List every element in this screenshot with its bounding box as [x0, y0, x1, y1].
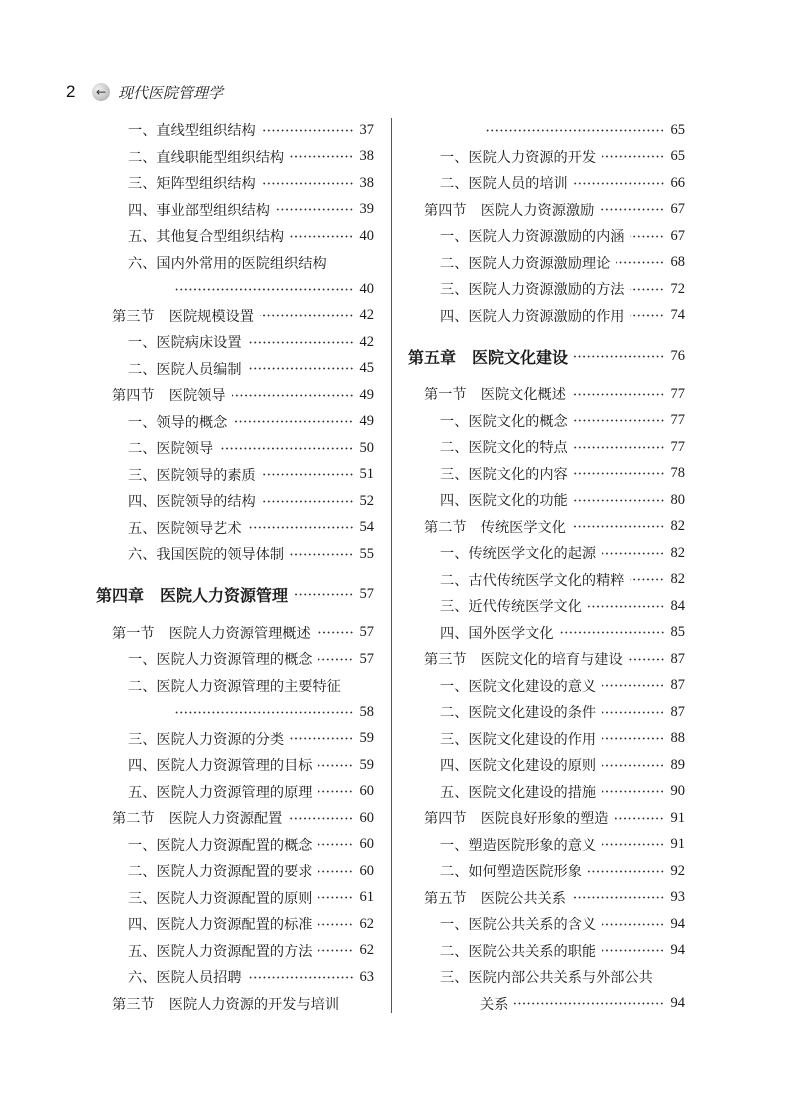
dot-leader — [616, 261, 664, 264]
toc-page-number: 63 — [359, 968, 374, 985]
toc-item-entry — [408, 567, 685, 594]
toc-section-entry — [408, 197, 685, 224]
toc-page-number: 67 — [670, 227, 685, 244]
toc-entry-label: 第一节 医院文化概述 — [424, 387, 566, 404]
toc-entry-label: 二、医院人力资源管理的主要特征 — [128, 678, 341, 695]
toc-page-number: 57 — [359, 650, 374, 667]
toc-item-entry — [408, 250, 685, 277]
toc-page-number: 82 — [670, 518, 685, 535]
toc-section-entry — [408, 646, 685, 673]
dot-leader — [262, 129, 354, 132]
toc-page-number: 77 — [670, 438, 685, 455]
dot-leader — [318, 896, 353, 899]
toc-item-entry — [408, 911, 685, 938]
toc-item-entry — [96, 779, 374, 806]
toc-entry-label: 四、医院人力资源管理的目标 — [128, 758, 313, 775]
toc-page-number: 77 — [670, 385, 685, 402]
toc-page-number: 61 — [359, 889, 374, 906]
toc-entry-label: 三、医院内部公共关系与外部公共 — [440, 970, 653, 987]
dot-leader — [288, 817, 353, 820]
dot-leader — [262, 473, 354, 476]
toc-page-number: 42 — [359, 307, 374, 324]
toc-page-number: 65 — [670, 121, 685, 138]
dot-leader — [262, 500, 354, 503]
dot-leader — [602, 790, 664, 793]
toc-item-entry — [96, 726, 374, 753]
toc-page-number: 57 — [359, 586, 374, 602]
toc-page-number: 54 — [359, 519, 374, 536]
toc-entry-label: 第二节 医院人力资源配置 — [112, 811, 283, 828]
toc-item-entry — [408, 991, 685, 1018]
toc-entry-label: 三、医院人力资源的分类 — [128, 731, 285, 748]
toc-item-entry — [408, 276, 685, 303]
dot-leader — [233, 420, 353, 423]
toc-entry-label: 三、医院领导的素质 — [128, 467, 256, 484]
toc-entry-label: 四、医院人力资源激励的作用 — [440, 308, 625, 325]
dot-leader — [572, 896, 665, 899]
toc-item-entry — [408, 699, 685, 726]
dot-leader — [602, 552, 664, 555]
dot-leader — [248, 341, 354, 344]
toc-entry-label: 三、矩阵型组织结构 — [128, 176, 256, 193]
dot-leader — [602, 684, 664, 687]
toc-item-entry — [408, 593, 685, 620]
toc-item-entry — [408, 303, 685, 330]
toc-entry-label: 四、医院人力资源配置的标准 — [128, 917, 313, 934]
toc-entry-label: 六、国内外常用的医院组织结构 — [128, 255, 327, 272]
toc-entry-label: 五、医院人力资源配置的方法 — [128, 943, 313, 960]
toc-page-number: 89 — [670, 756, 685, 773]
dot-leader — [174, 711, 354, 714]
toc-page-number: 50 — [359, 439, 374, 456]
toc-entry-label: 三、医院人力资源激励的方法 — [440, 282, 625, 299]
toc-entry-label: 四、医院文化建设的原则 — [440, 758, 597, 775]
toc-entry-label: 五、医院领导艺术 — [128, 520, 242, 537]
toc-item-entry — [96, 673, 374, 700]
toc-item-entry — [96, 488, 374, 515]
toc-page-number: 40 — [359, 227, 374, 244]
toc-item-entry — [408, 117, 685, 144]
toc-entry-label: 第一节 医院人力资源管理概述 — [112, 625, 311, 642]
dot-leader — [514, 1002, 664, 1005]
dot-leader — [574, 446, 665, 449]
toc-entry-label: 一、医院人力资源激励的内涵 — [440, 229, 625, 246]
toc-page-number: 82 — [670, 544, 685, 561]
toc-page-number: 60 — [359, 836, 374, 853]
toc-entry-label: 关系 — [480, 996, 509, 1013]
toc-entry-label: 一、医院人力资源的开发 — [440, 149, 597, 166]
toc-page-number: 51 — [359, 466, 374, 483]
toc-entry-label: 第三节 医院规模设置 — [112, 308, 254, 325]
toc-entry-label: 三、医院人力资源配置的原则 — [128, 890, 313, 907]
dot-leader — [588, 870, 665, 873]
toc-entry-label: 第二节 传统医学文化 — [424, 519, 566, 536]
toc-entry-label: 四、国外医学文化 — [440, 625, 554, 642]
toc-page-number: 59 — [359, 756, 374, 773]
arrow-left-icon: ← — [92, 83, 110, 101]
toc-entry-label: 一、传统医学文化的起源 — [440, 546, 597, 563]
toc-page-number: 84 — [670, 597, 685, 614]
toc-page-number: 80 — [670, 491, 685, 508]
toc-item-entry — [408, 832, 685, 859]
dot-leader — [602, 711, 664, 714]
dot-leader — [574, 182, 665, 185]
toc-entry-label: 一、医院病床设置 — [128, 335, 242, 352]
toc-item-entry — [96, 276, 374, 303]
toc-item-entry — [96, 699, 374, 726]
toc-right-column — [408, 117, 685, 1017]
toc-section-entry — [96, 620, 374, 647]
toc-item-entry — [408, 223, 685, 250]
toc-entry-label: 二、医院人力资源配置的要求 — [128, 864, 313, 881]
toc-page-number: 76 — [670, 347, 685, 364]
toc-section-entry — [96, 382, 374, 409]
dot-leader — [219, 447, 353, 450]
dot-leader — [318, 790, 353, 793]
toc-page-number: 60 — [359, 783, 374, 800]
toc-entry-label: 二、医院文化的特点 — [440, 440, 568, 457]
dot-leader — [318, 764, 353, 767]
dot-leader — [248, 367, 354, 370]
dot-leader — [574, 472, 665, 475]
dot-leader — [602, 949, 664, 952]
dot-leader — [602, 155, 664, 158]
toc-entry-label: 第四节 医院人力资源激励 — [424, 202, 595, 219]
toc-entry-label: 第三节 医院文化的培育与建设 — [424, 652, 623, 669]
toc-entry-label: 一、直线型组织结构 — [128, 123, 256, 140]
dot-leader — [600, 208, 664, 211]
toc-entry-label: 一、领导的概念 — [128, 414, 228, 431]
toc-page-number: 38 — [359, 174, 374, 191]
toc-section-entry — [408, 885, 685, 912]
dot-leader — [232, 394, 354, 397]
toc-item-entry — [96, 858, 374, 885]
toc-entry-label: 一、医院文化的概念 — [440, 413, 568, 430]
toc-page-number: 74 — [670, 307, 685, 324]
toc-page-number: 62 — [359, 915, 374, 932]
dot-leader — [290, 155, 353, 158]
toc-page-number: 78 — [670, 465, 685, 482]
toc-entry-label: 四、医院文化的功能 — [440, 493, 568, 510]
dot-leader — [560, 631, 665, 634]
toc-entry-label: 二、医院人力资源激励理论 — [440, 255, 611, 272]
dot-leader — [574, 355, 664, 358]
toc-item-entry — [96, 752, 374, 779]
toc-entry-label: 二、医院文化建设的条件 — [440, 705, 597, 722]
toc-section-entry — [96, 303, 374, 330]
toc-page-number: 87 — [670, 650, 685, 667]
toc-item-entry — [96, 646, 374, 673]
toc-page-number: 49 — [359, 413, 374, 430]
toc-item-entry — [408, 170, 685, 197]
toc-item-entry — [96, 409, 374, 436]
toc-page-number: 62 — [359, 942, 374, 959]
dot-leader — [630, 288, 664, 291]
toc-entry-label: 三、医院文化的内容 — [440, 466, 568, 483]
toc-entry-label: 第四章 医院人力资源管理 — [96, 586, 289, 605]
toc-page-number: 38 — [359, 148, 374, 165]
toc-page-number: 39 — [359, 201, 374, 218]
toc-item-entry — [96, 356, 374, 383]
toc-item-entry — [408, 964, 685, 991]
toc-chapter-entry — [96, 580, 374, 610]
toc-page-number: 52 — [359, 492, 374, 509]
toc-item-entry — [96, 250, 374, 277]
dot-leader — [290, 553, 353, 556]
dot-leader — [248, 526, 354, 529]
toc-page-number: 66 — [670, 174, 685, 191]
toc-entry-label: 四、事业部型组织结构 — [128, 202, 270, 219]
column-divider — [391, 118, 392, 1013]
toc-page-number: 92 — [670, 862, 685, 879]
toc-entry-label: 二、直线职能型组织结构 — [128, 149, 285, 166]
toc-page-number: 94 — [670, 915, 685, 932]
toc-page-number: 87 — [670, 703, 685, 720]
toc-item-entry — [96, 170, 374, 197]
dot-leader — [602, 843, 664, 846]
dot-leader — [588, 605, 665, 608]
dot-leader — [614, 817, 664, 820]
toc-item-entry — [408, 858, 685, 885]
toc-entry-label: 二、古代传统医学文化的精粹 — [440, 572, 625, 589]
dot-leader — [318, 923, 353, 926]
toc-entry-label: 五、医院文化建设的措施 — [440, 784, 597, 801]
toc-item-entry — [96, 515, 374, 542]
toc-page-number: 72 — [670, 280, 685, 297]
dot-leader — [276, 208, 354, 211]
toc-entry-label: 六、我国医院的领导体制 — [128, 547, 285, 564]
toc-item-entry — [96, 462, 374, 489]
dot-leader — [602, 737, 664, 740]
dot-leader — [318, 658, 353, 661]
toc-page-number: 91 — [670, 809, 685, 826]
toc-page-number: 88 — [670, 730, 685, 747]
toc-page-number: 93 — [670, 889, 685, 906]
toc-item-entry — [96, 329, 374, 356]
toc-page-number: 85 — [670, 624, 685, 641]
dot-leader — [290, 737, 353, 740]
toc-page-number: 59 — [359, 730, 374, 747]
toc-item-entry — [96, 197, 374, 224]
toc-page-number: 55 — [359, 545, 374, 562]
dot-leader — [260, 314, 354, 317]
dot-leader — [294, 593, 353, 596]
dot-leader — [602, 923, 664, 926]
toc-item-entry — [408, 620, 685, 647]
toc-page-number: 60 — [359, 809, 374, 826]
toc-item-entry — [96, 541, 374, 568]
toc-entry-label: 一、医院人力资源配置的概念 — [128, 837, 313, 854]
toc-item-entry — [96, 964, 374, 991]
toc-entry-label: 二、医院人员的培训 — [440, 176, 568, 193]
toc-entry-label: 第四节 医院良好形象的塑造 — [424, 811, 609, 828]
toc-section-entry — [96, 805, 374, 832]
toc-item-entry — [408, 144, 685, 171]
toc-entry-label: 第五章 医院文化建设 — [408, 347, 569, 367]
dot-leader — [262, 182, 354, 185]
toc-section-entry — [408, 805, 685, 832]
toc-entry-label: 第五节 医院公共关系 — [424, 890, 566, 907]
toc-entry-label: 二、医院公共关系的职能 — [440, 943, 597, 960]
toc-item-entry — [96, 144, 374, 171]
dot-leader — [572, 525, 665, 528]
dot-leader — [290, 235, 353, 238]
toc-item-entry — [96, 832, 374, 859]
dot-leader — [602, 764, 664, 767]
toc-item-entry — [96, 223, 374, 250]
toc-item-entry — [96, 938, 374, 965]
toc-left-column — [96, 117, 374, 1017]
toc-entry-label: 三、医院文化建设的作用 — [440, 731, 597, 748]
toc-entry-label: 第三节 医院人力资源的开发与培训 — [112, 996, 340, 1013]
toc-item-entry — [408, 434, 685, 461]
dot-leader — [174, 288, 354, 291]
toc-page-number: 58 — [359, 703, 374, 720]
dot-leader — [630, 578, 664, 581]
toc-item-entry — [408, 938, 685, 965]
toc-entry-label: 一、医院公共关系的含义 — [440, 917, 597, 934]
toc-entry-label: 五、医院人力资源管理的原理 — [128, 784, 313, 801]
dot-leader — [486, 129, 665, 132]
dot-leader — [630, 235, 664, 238]
toc-section-entry — [408, 514, 685, 541]
toc-entry-label: 六、医院人员招聘 — [128, 970, 242, 987]
toc-item-entry — [408, 673, 685, 700]
toc-page-number: 94 — [670, 942, 685, 959]
toc-entry-label: 二、医院领导 — [128, 441, 214, 458]
dot-leader — [318, 843, 353, 846]
dot-leader — [574, 499, 665, 502]
toc-entry-label: 二、医院人员编制 — [128, 361, 242, 378]
running-header — [66, 80, 223, 104]
toc-section-entry — [96, 991, 374, 1018]
toc-item-entry — [408, 487, 685, 514]
toc-page-number: 87 — [670, 677, 685, 694]
dot-leader — [574, 419, 665, 422]
page-number: 2 — [66, 82, 76, 101]
toc-item-entry — [408, 726, 685, 753]
toc-entry-label: 一、医院文化建设的意义 — [440, 678, 597, 695]
dot-leader — [630, 314, 664, 317]
toc-item-entry — [96, 911, 374, 938]
toc-page-number: 82 — [670, 571, 685, 588]
toc-page-number: 60 — [359, 862, 374, 879]
dot-leader — [318, 949, 353, 952]
toc-entry-label: 一、塑造医院形象的意义 — [440, 837, 597, 854]
toc-page-number: 49 — [359, 386, 374, 403]
toc-page-number: 45 — [359, 360, 374, 377]
toc-item-entry — [96, 117, 374, 144]
toc-item-entry — [408, 779, 685, 806]
toc-entry-label: 三、近代传统医学文化 — [440, 599, 582, 616]
toc-section-entry — [408, 381, 685, 408]
dot-leader — [572, 393, 665, 396]
toc-item-entry — [408, 752, 685, 779]
dot-leader — [318, 870, 353, 873]
toc-entry-label: 五、其他复合型组织结构 — [128, 229, 285, 246]
dot-leader — [629, 658, 665, 661]
dot-leader — [317, 631, 354, 634]
toc-page-number: 57 — [359, 624, 374, 641]
toc-page-number: 91 — [670, 836, 685, 853]
toc-page-number: 90 — [670, 783, 685, 800]
toc-chapter-entry — [408, 341, 685, 371]
toc-entry-label: 第四节 医院领导 — [112, 388, 226, 405]
toc-page-number: 65 — [670, 148, 685, 165]
toc-page-number: 37 — [359, 121, 374, 138]
toc-item-entry — [408, 461, 685, 488]
toc-page-number: 42 — [359, 333, 374, 350]
toc-item-entry — [96, 885, 374, 912]
toc-page-number: 68 — [670, 254, 685, 271]
toc-page-number: 94 — [670, 995, 685, 1012]
toc-item-entry — [96, 435, 374, 462]
toc-entry-label: 一、医院人力资源管理的概念 — [128, 652, 313, 669]
toc-page-number: 77 — [670, 412, 685, 429]
toc-item-entry — [408, 408, 685, 435]
toc-entry-label: 四、医院领导的结构 — [128, 494, 256, 511]
toc-page-number: 67 — [670, 201, 685, 218]
toc-page-number: 40 — [359, 280, 374, 297]
dot-leader — [248, 976, 354, 979]
toc-item-entry — [408, 540, 685, 567]
book-title: 现代医院管理学 — [118, 83, 224, 102]
toc-entry-label: 二、如何塑造医院形象 — [440, 864, 582, 881]
